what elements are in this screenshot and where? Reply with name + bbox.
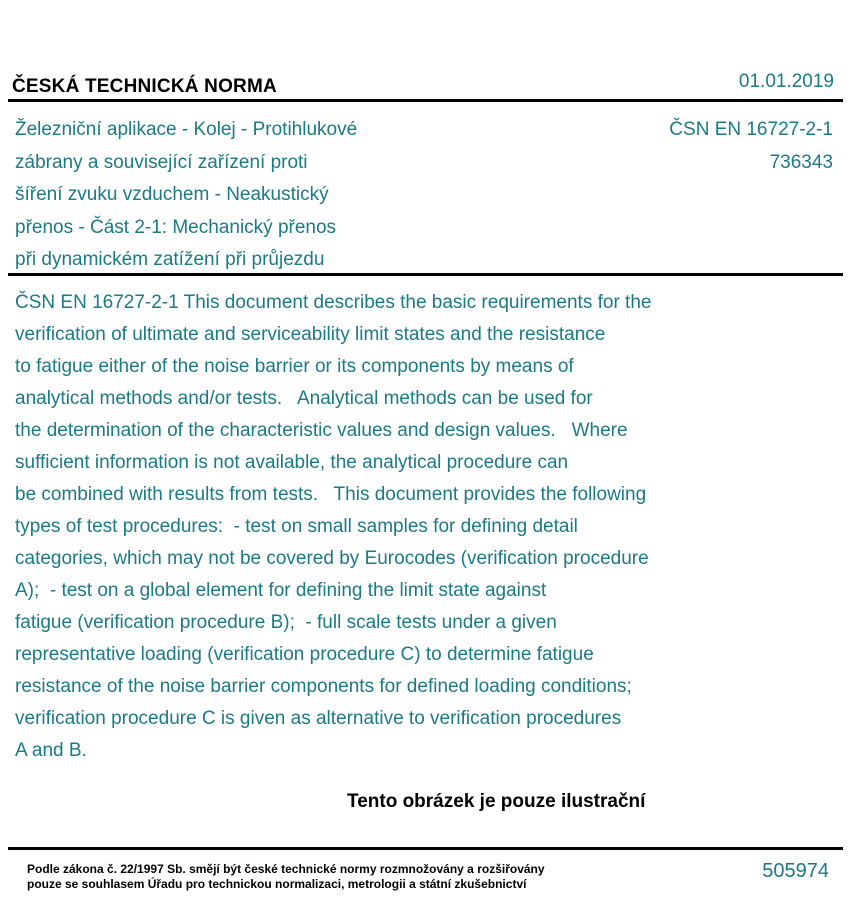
legal-line: Podle zákona č. 22/1997 Sb. smějí být české technické normy rozmnožovány a rozšiřovány [27, 862, 545, 876]
title-line: při dynamickém zatížení při průjezdu [15, 249, 325, 270]
standard-code: ČSN EN 16727-2-1 [669, 119, 833, 140]
title-line: přenos - Část 2-1: Mechanický přenos [15, 216, 337, 238]
title-divider [8, 273, 843, 276]
document-header-title: ČESKÁ TECHNICKÁ NORMA [12, 76, 277, 97]
abstract-line: to fatigue either of the noise barrier or its components by means of [15, 356, 574, 377]
abstract-line: resistance of the noise barrier components for defined loading conditions; [15, 676, 632, 697]
abstract-line: analytical methods and/or tests. Analytical methods can be used for [15, 388, 593, 409]
abstract-line: A); - test on a global element for defining the limit state against [15, 580, 547, 601]
abstract-line: A and B. [15, 740, 87, 761]
document-id: 505974 [762, 860, 829, 882]
legal-notice [27, 862, 545, 892]
legal-line: pouze se souhlasem Úřadu pro technickou normalizaci, metrologii a státní zkušebnictví [27, 877, 527, 891]
abstract-line: types of test procedures: - test on small samples for defining detail [15, 516, 578, 537]
footer-divider [8, 847, 843, 850]
abstract-line: categories, which may not be covered by Eurocodes (verification procedure [15, 548, 649, 569]
standard-title [15, 114, 435, 277]
abstract-line: verification procedure C is given as alternative to verification procedures [15, 708, 622, 729]
class-number: 736343 [769, 151, 833, 173]
title-line: Železniční aplikace - Kolej - Protihlukové [15, 119, 358, 140]
abstract-text [15, 287, 755, 767]
abstract-line: be combined with results from tests. This document provides the following [15, 484, 647, 505]
illustration-disclaimer: Tento obrázek je pouze ilustrační [347, 791, 646, 812]
abstract-line: representative loading (verification procedure C) to determine fatigue [15, 644, 594, 665]
header-divider [8, 99, 843, 102]
title-line: zábrany a související zařízení proti [15, 151, 308, 173]
abstract-line: verification of ultimate and serviceability limit states and the resistance [15, 324, 606, 345]
publication-date: 01.01.2019 [738, 71, 834, 92]
title-line: šíření zvuku vzduchem - Neakustický [15, 184, 329, 205]
abstract-line: sufficient information is not available, the analytical procedure can [15, 452, 569, 473]
abstract-line: fatigue (verification procedure B); - full scale tests under a given [15, 612, 557, 633]
abstract-line: the determination of the characteristic values and design values. Where [15, 420, 628, 441]
standard-identifiers [669, 114, 833, 179]
abstract-line: ČSN EN 16727-2-1 This document describes the basic requirements for the [15, 292, 652, 313]
